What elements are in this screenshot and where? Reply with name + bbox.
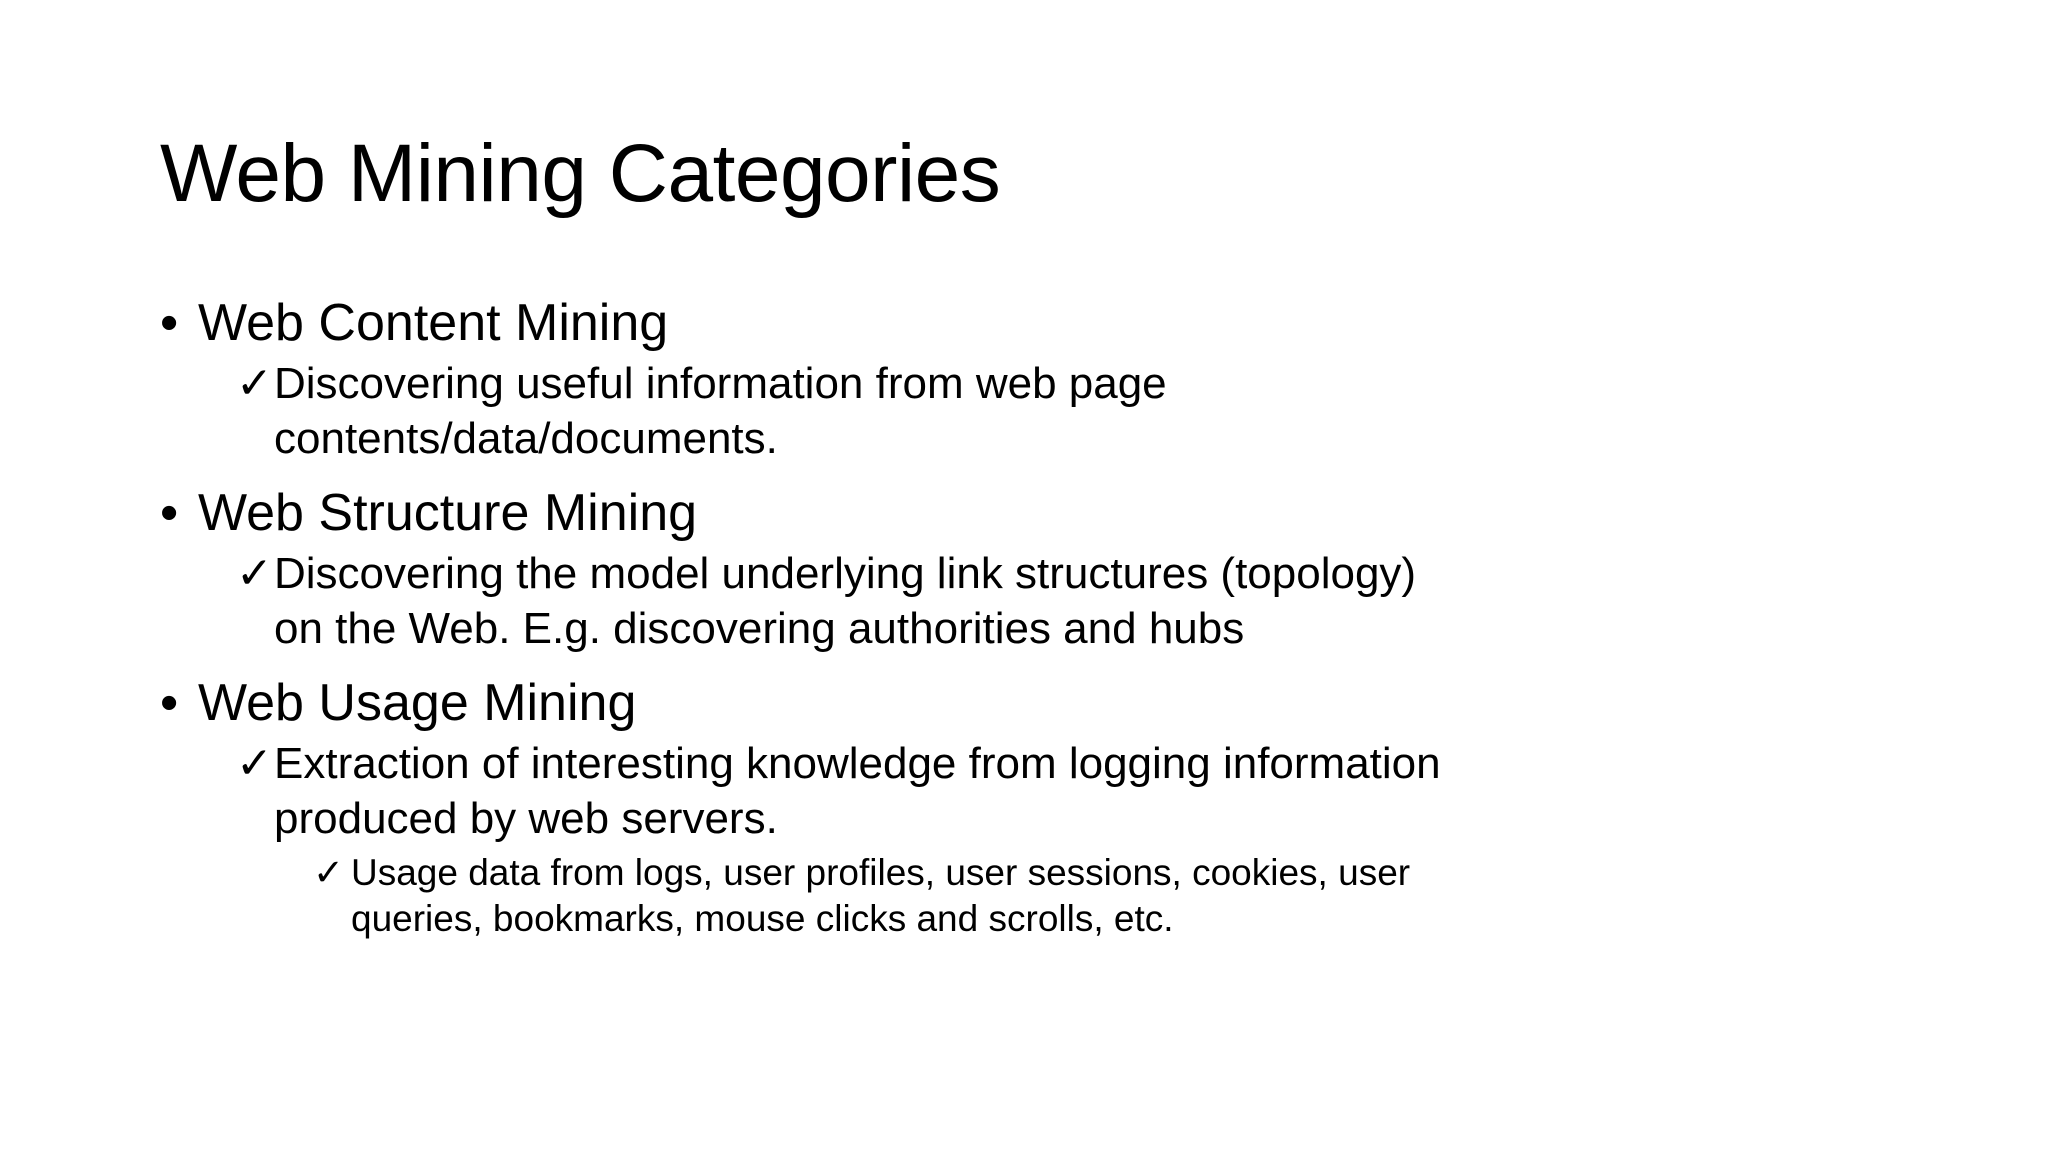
sub-bullet-item <box>236 356 1660 466</box>
bullet-icon: • <box>160 484 179 542</box>
category-web-content-mining <box>160 290 1660 466</box>
sub-sub-bullet-line: queries, bookmarks, mouse clicks and scrolls, etc. <box>351 898 1174 939</box>
checkmark-icon: ✓ <box>236 739 273 788</box>
sub-bullet-line: Discovering useful information from web page <box>274 359 1167 408</box>
sub-bullet-line: Discovering the model underlying link structures (topology) <box>274 549 1417 598</box>
checkmark-icon: ✓ <box>313 852 345 893</box>
sub-sub-bullet-item <box>313 850 1660 942</box>
bullet-heading: Web Structure Mining <box>198 484 698 542</box>
bullet-item <box>160 480 1660 546</box>
slide-title: Web Mining Categories <box>160 128 1001 219</box>
sub-bullet-line: contents/data/documents. <box>274 414 778 463</box>
checkmark-icon: ✓ <box>236 359 273 408</box>
sub-bullet-line: Extraction of interesting knowledge from logging information <box>274 739 1441 788</box>
bullet-heading: Web Content Mining <box>198 294 669 352</box>
sub-bullet-line: produced by web servers. <box>274 794 778 843</box>
category-web-structure-mining <box>160 480 1660 656</box>
sub-bullet-line: on the Web. E.g. discovering authorities and hubs <box>274 604 1245 653</box>
category-web-usage-mining <box>160 670 1660 942</box>
sub-bullet-item <box>236 546 1660 656</box>
bullet-icon: • <box>160 294 179 352</box>
checkmark-icon: ✓ <box>236 549 273 598</box>
bullet-item <box>160 670 1660 736</box>
bullet-item <box>160 290 1660 356</box>
bullet-icon: • <box>160 674 179 732</box>
slide-body <box>160 290 1660 948</box>
bullet-heading: Web Usage Mining <box>198 674 637 732</box>
sub-sub-bullet-line: Usage data from logs, user profiles, user sessions, cookies, user <box>351 852 1411 893</box>
sub-bullet-item <box>236 736 1660 846</box>
